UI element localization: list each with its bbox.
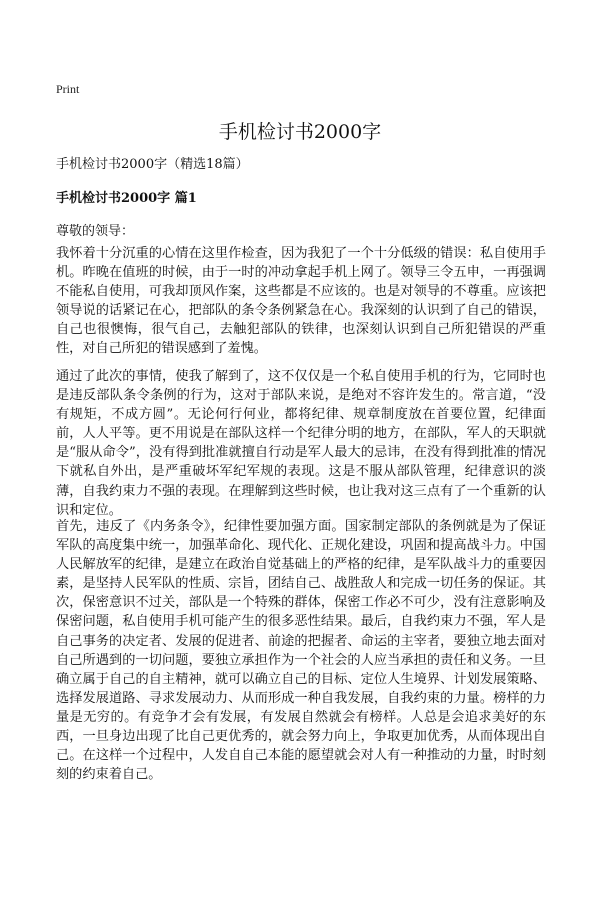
body-paragraph-3: 首先，违反了《内务条令》，纪律性要加强方面。国家制定部队的条例就是为了保证军队的高度集中统一，加强革命化、现代化、正规化建设，巩固和提高战斗力。中国人民解放军的纪律，是建立在政治自觉基础上的严格的纪律，是军队战斗力的重要因素，是坚持人民军队的性质、宗旨，团结自己、战胜敌人和完成一切任务的保证。其次，保密意识不过关，部队是一个特殊的群体，保密工作必不可少，没有注意影响及保密问题，私自使用手机可能产生的很多恶性结果。最后，自我约束力不强，军人是自己事务的决定者、发展的促进者、前途的把握者、命运的主宰者，要独立地去面对自己所遇到的一切问题，要独立承担作为一个社会的人应当承担的责任和义务。一旦确立属于自己的自主精神，就可以确立自己的目标、定位人生境界、计划发展策略、选择发展道路、寻求发展动力、从而形成一种自我发展，自我约束的力量。榜样的力量是无穷的。有竞争才会有发展，有发展自然就会有榜样。人总是会追求美好的东西，一旦身边出现了比自己更优秀的，就会努力向上，争取更加优秀，从而体现出自己。在这样一个过程中，人发自自己本能的愿望就会对人有一种推动的力量，时时刻刻的约束着自己。 xyxy=(56,519,546,783)
document-subtitle: 手机检讨书2000字（精选18篇） xyxy=(56,157,249,172)
salutation: 尊敬的领导： xyxy=(56,224,135,239)
page-title: 手机检讨书2000字 xyxy=(218,121,382,143)
body-paragraph-2: 通过了此次的事情，使我了解到了，这不仅仅是一个私自使用手机的行为，它同时也是违反部队条令条例的行为，这对于部队来说，是绝对不容许发生的。常言道，“没有规矩，不成方圆”。无论何行何业，都将纪律、规章制度放在首要位置，纪律面前，人人平等。更不用说是在部队这样一个纪律分明的地方，在部队，军人的天职就是“服从命令”，没有得到批准就擅自行动是军人最大的忌讳，在没有得到批准的情况下就私自外出，是严重破坏军纪军规的表现。这是不服从部队管理，纪律意识的淡薄，自我约束力不强的表现。在理解到这些时候，也让我对这三点有了一个重新的认识和定位。 xyxy=(56,369,546,518)
body-paragraph-1: 我怀着十分沉重的心情在这里作检查，因为我犯了一个十分低级的错误：私自使用手机。昨晚在值班的时候，由于一时的冲动拿起手机上网了。领导三令五申，一再强调不能私自使用，可我却顶风作案，这些都是不应该的。也是对领导的不尊重。应该把领导说的话紧记在心，把部队的条令条例紧急在心。我深刻的认识到了自己的错误，自己也很懊悔，很气自己，去触犯部队的铁律，也深刻认识到自己所犯错误的严重性，对自己所犯的错误感到了羞愧。 xyxy=(56,246,546,357)
print-label: Print xyxy=(56,82,80,96)
section-heading: 手机检讨书2000字 篇1 xyxy=(56,191,197,206)
